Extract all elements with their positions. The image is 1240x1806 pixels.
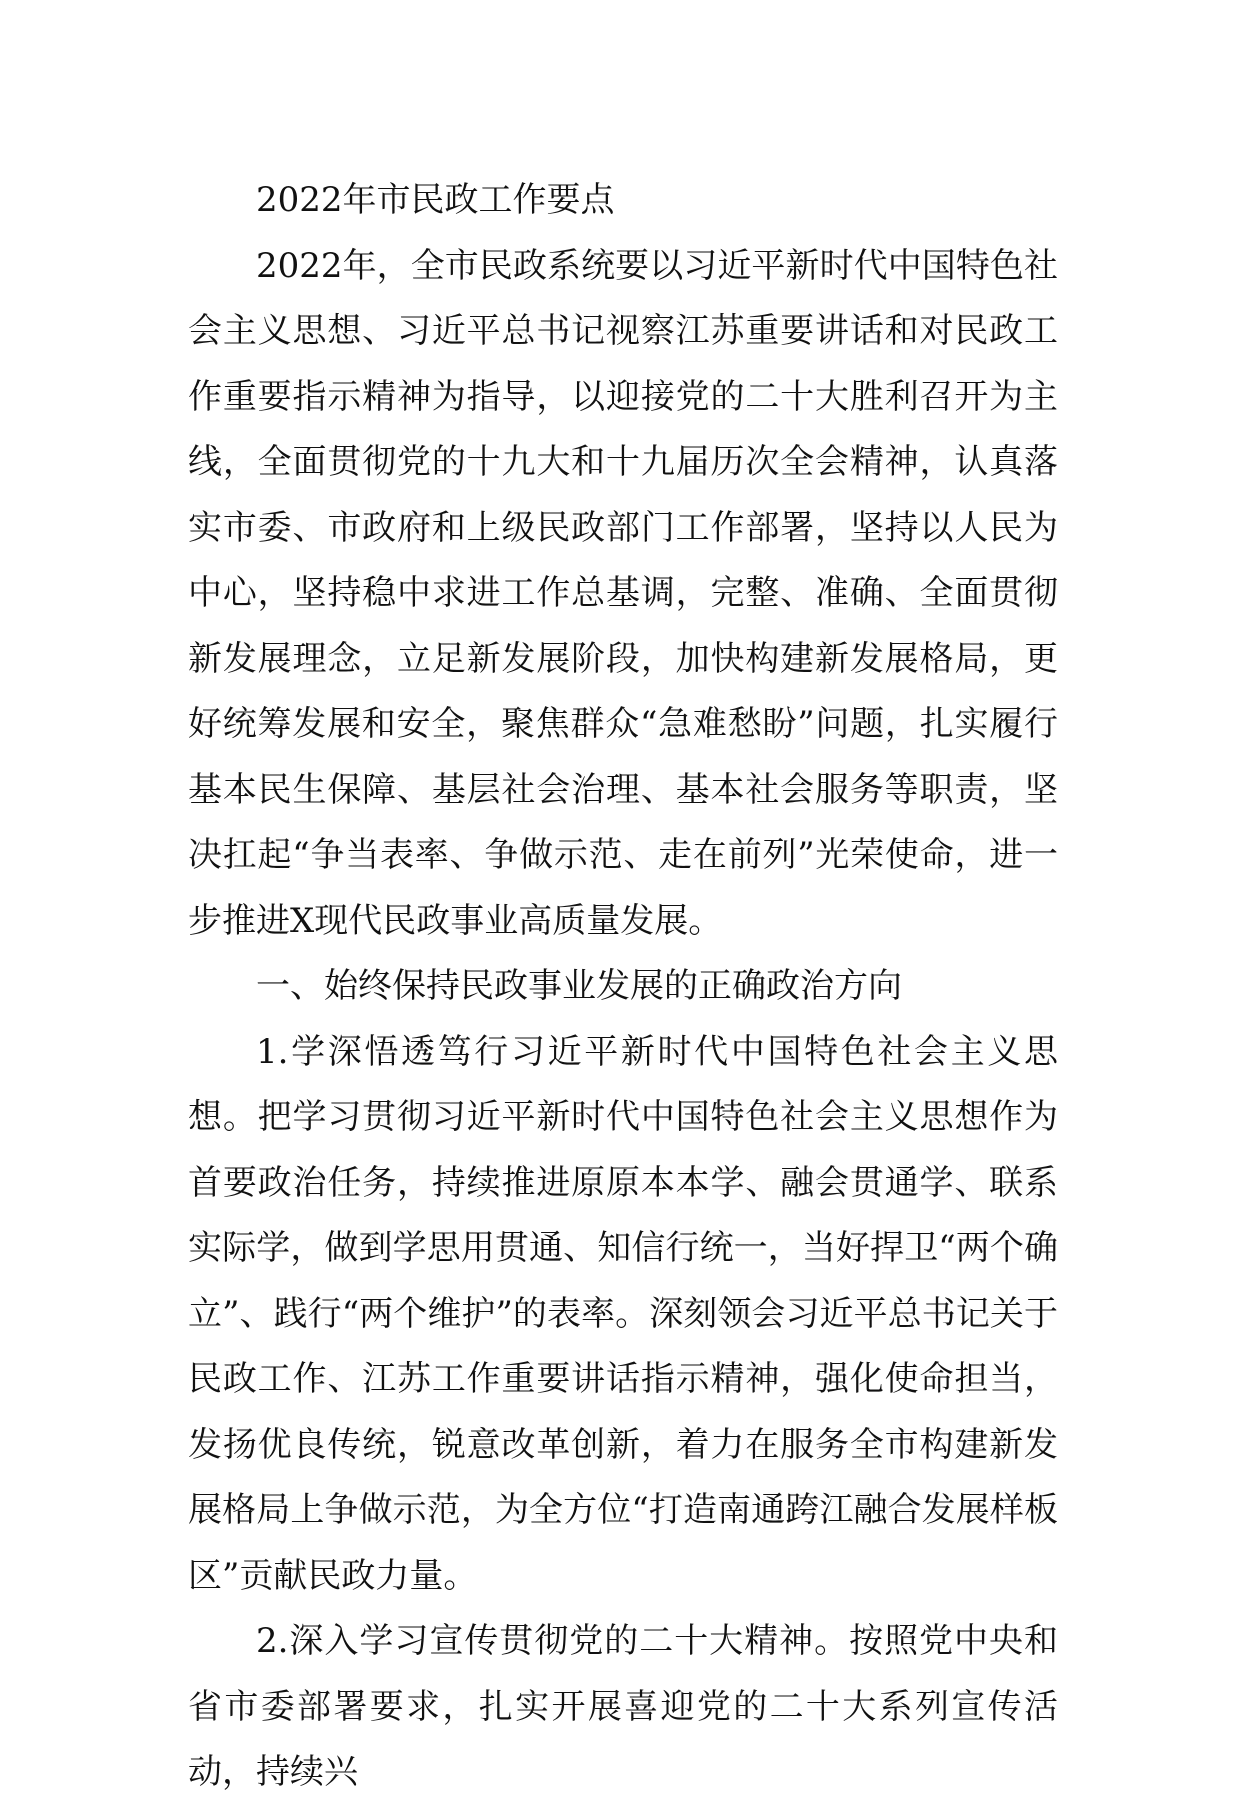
document-body xyxy=(188,168,1058,1806)
item-1-paragraph: 1.学深悟透笃行习近平新时代中国特色社会主义思想。把学习贯彻习近平新时代中国特色社会主义思想作为首要政治任务，持续推进原原本本学、融会贯通学、联系实际学，做到学思用贯通、知信行统一，当好捍卫“两个确立”、践行“两个维护”的表率。深刻领会习近平总书记关于民政工作、江苏工作重要讲话指示精神，强化使命担当，发扬优良传统，锐意改革创新，着力在服务全市构建新发展格局上争做示范，为全方位“打造南通跨江融合发展样板区”贡献民政力量。 xyxy=(188,1031,1058,1596)
intro-paragraph: 2022年，全市民政系统要以习近平新时代中国特色社会主义思想、习近平总书记视察江苏重要讲话和对民政工作重要指示精神为指导，以迎接党的二十大胜利召开为主线，全面贯彻党的十九大和十九届历次全会精神，认真落实市委、市政府和上级民政部门工作部署，坚持以人民为中心，坚持稳中求进工作总基调，完整、准确、全面贯彻新发展理念，立足新发展阶段，加快构建新发展格局，更好统筹发展和安全，聚焦群众“急难愁盼”问题，扎实履行基本民生保障、基层社会治理、基本社会服务等职责，坚决扛起“争当表率、争做示范、走在前列”光荣使命，进一步推进X现代民政事业高质量发展。 xyxy=(188,245,1058,941)
item-2-paragraph: 2.深入学习宣传贯彻党的二十大精神。按照党中央和省市委部署要求，扎实开展喜迎党的二十大系列宣传活动，持续兴 xyxy=(188,1621,1058,1792)
section-heading: 一、始终保持民政事业发展的正确政治方向 xyxy=(256,966,902,1006)
document-title: 2022年市民政工作要点 xyxy=(256,180,615,220)
